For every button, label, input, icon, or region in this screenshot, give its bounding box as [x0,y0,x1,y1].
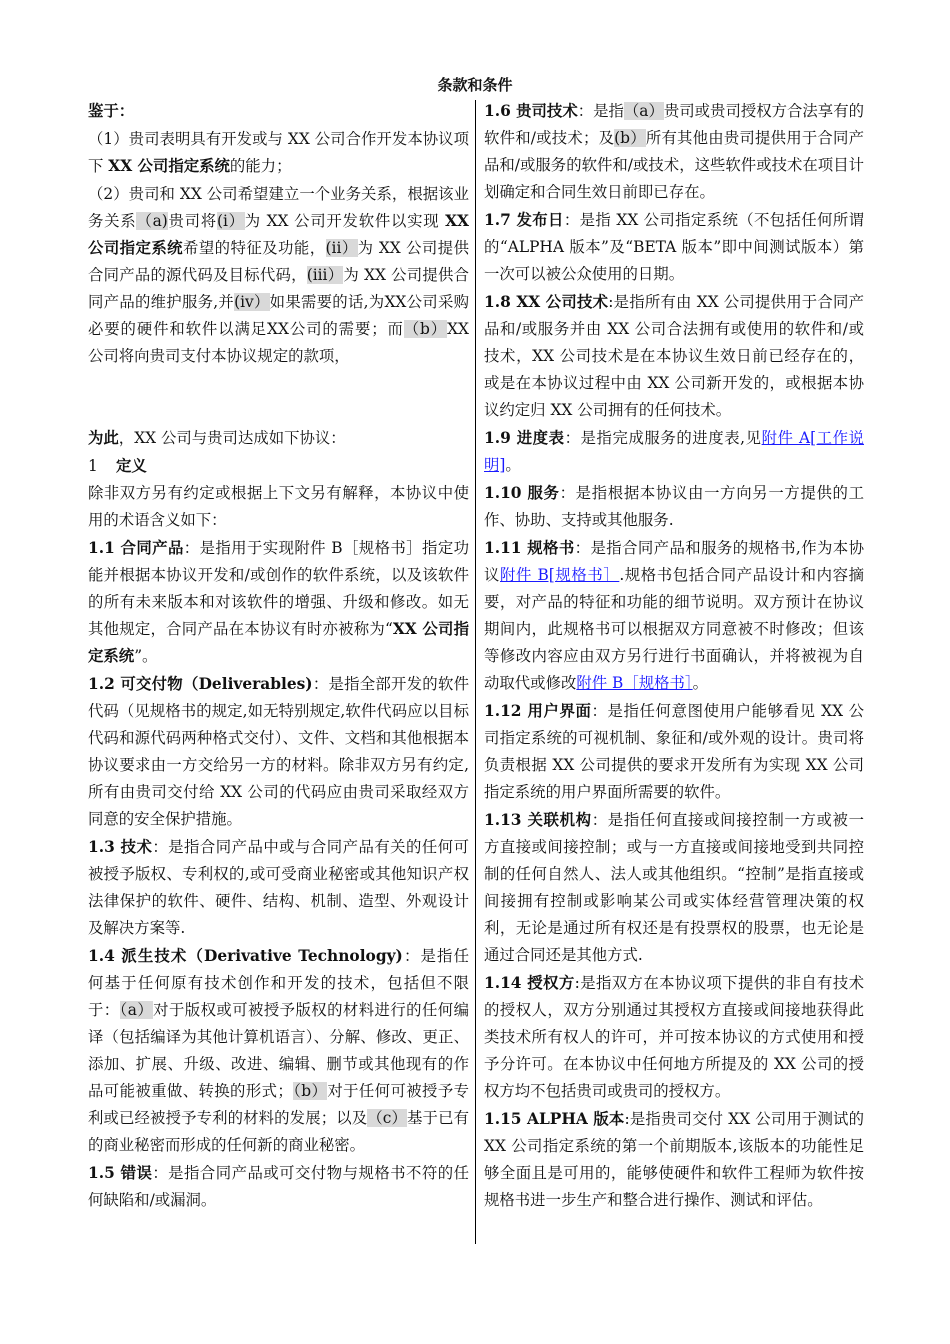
field-marker: （a） [119,1001,154,1019]
recital-2: （2）贵司和 XX 公司希望建立一个业务关系，根据该业务关系（a)贵司将(i）为 XX 公司开发软件以实现 XX 公司指定系统希望的特征及功能，(ii）为 XX 公司提供合同产品的源代码及目标代码，(iii）为 XX 公司提供合同产品的维护服务,并(iv）如果需要的话,为XX公司采购必要的硬件和软件以满足XX公司的需要；而（b）XX 公司将向贵司支付本协议规定的款项， [88,185,470,365]
field-marker: (b） [614,129,646,147]
column-divider [475,100,476,1244]
page-title: 条款和条件 [437,76,513,94]
appendix-a-link[interactable]: 附件 A[工作说明] [484,429,864,474]
section-1-heading: 1 定义 [88,457,147,475]
definition-1-8: 1.8 XX 公司技术:是指所有由 XX 公司提供用于合同产品和/或服务并由 XX 公司合法拥有或使用的软件和/或技术，XX 公司技术是在本协议生效日前已经存在的，或是在本协议过程中由 XX 公司新开发的，或根据本协议约定归 XX 公司拥有的任何技术。 [484,293,865,419]
field-marker: (iii） [306,266,344,284]
field-marker: （b） [292,1082,328,1100]
field-marker: (i） [216,212,245,230]
definition-1-2: 1.2 可交付物（Deliverables)：是指全部开发的软件代码（见规格书的规定,如无特别规定,软件代码应以目标代码和源代码两种格式交付）、文件、文档和其他根据本协议要求由一方交给另一方的材料。除非双方另有约定,所有由贵司交付给 XX 公司的代码应由贵司采取经双方同意的安全保护措施。 [88,675,469,828]
appendix-b-link[interactable]: 附件 B［规格书］ [576,674,693,692]
definition-1-4: 1.4 派生技术（Derivative Technology)：是指任何基于任何原有技术创作和开发的技术，包括但不限于：（a）对于版权或可被授予版权的材料进行的任何编译（包括编译为其他计算机语言）、分解、修改、更正、添加、扩展、升级、改进、编辑、删节或其他现有的作品可能被重做、转换的形式；（b）对于任何可被授予专利或已经被授予专利的材料的发展；以及（c）基于已有的商业秘密而形成的任何新的商业秘密。 [88,947,469,1154]
definition-1-14: 1.14 授权方:是指双方在本协议项下提供的非自有技术的授权人，双方分别通过其授权方直接或间接地获得此类技术所有权人的许可，并可按本协议的方式使用和授予分许可。在本协议中任何地方所提及的 XX 公司的授权方均不包括贵司或贵司的授权方。 [484,974,864,1100]
left-column [88,98,469,1215]
recital-heading: 鉴于： [88,102,135,120]
definition-1-10: 1.10 服务：是指根据本协议由一方向另一方提供的工作、协助、支持或其他服务. [484,484,864,529]
field-marker: （a） [623,102,664,120]
definition-1-6: 1.6 贵司技术：是指（a）贵司或贵司授权方合法享有的软件和/或技术；及(b）所有其他由贵司提供用于合同产品和/或服务的软件和/或技术，这些软件或技术在项目计划确定和合同生效日前即已存在。 [484,102,864,201]
agreement-intro: 为此，XX 公司与贵司达成如下协议： [88,429,346,447]
definitions-intro: 除非双方另有约定或根据上下文另有解释，本协议中使用的术语含义如下： [88,484,469,529]
field-marker: （b） [403,320,448,338]
definition-1-13: 1.13 关联机构：是指任何直接或间接控制一方或被一方直接或间接控制；或与一方直接或间接地受到共同控制的任何自然人、法人或其他组织。“控制”是指直接或间接拥有控制或影响某公司或实体经营管理决策的权利，无论是通过所有权还是有投票权的股票，也无论是通过合同还是其他方式. [484,811,864,964]
appendix-b-link[interactable]: 附件 B[规格书］ [500,566,620,584]
right-column [484,98,864,1215]
definition-1-11: 1.11 规格书：是指合同产品和服务的规格书,作为本协议附件 B[规格书］.规格书包括合同产品设计和内容摘要，对产品的特征和功能的细节说明。双方预计在协议期间内，此规格书可以根据双方同意被不时修改；但该等修改内容应由双方另行进行书面确认，并将被视为自动取代或修改附件 B［规格书］。 [484,539,864,692]
field-marker: (ii） [325,239,358,257]
recital-1: （1）贵司表明具有开发或与 XX 公司合作开发本协议项下 XX 公司指定系统的能力； [88,130,469,175]
field-marker: （a) [136,212,168,230]
definition-1-12: 1.12 用户界面：是指任何意图使用户能够看见 XX 公司指定系统的可视机制、象征和/或外观的设计。贵司将负责根据 XX 公司提供的要求开发所有为实现 XX 公司指定系统的用户界面所需要的软件。 [484,702,865,801]
field-marker: （c） [367,1109,408,1127]
definition-1-5: 1.5 错误：是指合同产品或可交付物与规格书不符的任何缺陷和/或漏洞。 [88,1164,469,1209]
definition-1-15: 1.15 ALPHA 版本:是指贵司交付 XX 公司用于测试的 XX 公司指定系统的第一个前期版本,该版本的功能性足够全面且是可用的，能够使硬件和软件工程师为软件按规格书进一步生产和整合进行操作、测试和评估。 [484,1110,864,1209]
definition-1-1: 1.1 合同产品：是指用于实现附件 B［规格书］指定功能并根据本协议开发和/或创作的软件系统，以及该软件的所有未来版本和对该软件的增强、升级和修改。如无其他规定，合同产品在本协议有时亦被称为“XX 公司指定系统”。 [88,539,470,665]
definition-1-3: 1.3 技术：是指合同产品中或与合同产品有关的任何可被授予版权、专利权的,或可受商业秘密或其他知识产权法律保护的软件、硬件、结构、机制、造型、外观设计及解决方案等. [88,838,469,937]
definition-1-7: 1.7 发布日：是指 XX 公司指定系统（不包括任何所谓的“ALPHA 版本”及“BETA 版本”即中间测试版本）第一次可以被公众使用的日期。 [484,211,864,283]
definition-1-9: 1.9 进度表：是指完成服务的进度表,见附件 A[工作说明]。 [484,429,864,474]
spacer [88,371,469,425]
field-marker: (iv） [234,293,270,311]
